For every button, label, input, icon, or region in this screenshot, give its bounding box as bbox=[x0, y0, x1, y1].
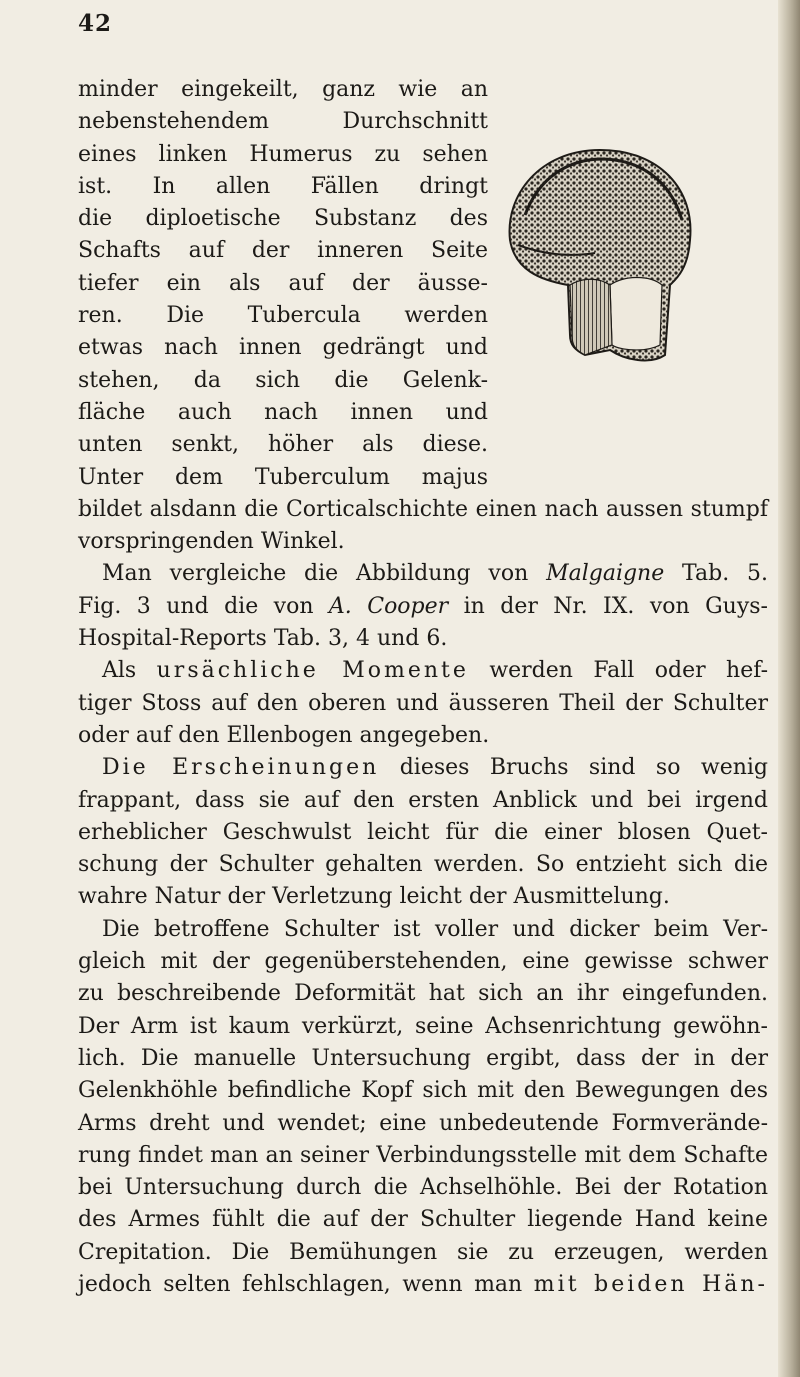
reference-line bbox=[78, 591, 768, 623]
text-line: bei Untersuchung durch die Achselhöhle. Bei der Rotation bbox=[78, 1175, 768, 1201]
text-line: die diploetische Substanz des bbox=[78, 206, 488, 232]
author-malgaigne: Malgaigne bbox=[546, 561, 665, 587]
text-line: erheblicher Geschwulst leicht für die einer blosen Quet- bbox=[78, 819, 768, 845]
reference-line bbox=[78, 558, 768, 590]
text-line: Der Arm ist kaum verkürzt, seine Achsenrichtung gewöhn- bbox=[78, 1013, 768, 1039]
text-line: vorspringenden Winkel. bbox=[78, 529, 345, 555]
text-line: des Armes fühlt die auf der Schulter liegende Hand keine bbox=[78, 1207, 768, 1233]
text-span: dieses Bruchs sind so wenig bbox=[379, 755, 768, 781]
reference-text: in der Nr. IX. von Guys- bbox=[448, 593, 768, 619]
text-line: fläche auch nach innen und bbox=[78, 399, 488, 425]
text-line: Unter dem Tuberculum majus bbox=[78, 464, 488, 490]
text-line: bildet alsdann die Corticalschichte einen nach aussen stumpf bbox=[78, 496, 768, 522]
reference-text: Tab. 5. bbox=[664, 561, 768, 587]
text-line: lich. Die manuelle Untersuchung ergibt, dass der in der bbox=[78, 1045, 768, 1071]
text-line: gleich mit der gegenüberstehenden, eine gewisse schwer bbox=[78, 949, 768, 975]
text-line: frappant, dass sie auf den ersten Anblick und bei irgend bbox=[78, 787, 768, 813]
text-span: jedoch selten fehlschlagen, wenn man bbox=[78, 1271, 534, 1297]
text-span: Als bbox=[102, 658, 157, 684]
text-line bbox=[78, 655, 768, 687]
text-line: tiger Stoss auf den oberen und äusseren Theil der Schulter bbox=[78, 690, 768, 716]
text-span: werden Fall oder hef- bbox=[468, 658, 768, 684]
text-line bbox=[78, 752, 768, 784]
author-cooper: A. Cooper bbox=[328, 593, 449, 619]
text-line: tiefer ein als auf der äusse- bbox=[78, 270, 488, 296]
text-line: ist. In allen Fällen dringt bbox=[78, 173, 488, 199]
text-line: unten senkt, höher als diese. bbox=[78, 432, 488, 458]
text-line: oder auf den Ellenbogen angegeben. bbox=[78, 722, 490, 748]
text-line: Gelenkhöhle befindliche Kopf sich mit den Bewegungen des bbox=[78, 1078, 768, 1104]
text-line: eines linken Humerus zu sehen bbox=[78, 141, 488, 167]
spaced-text: mit beiden Hän- bbox=[533, 1271, 768, 1297]
text-line: schung der Schulter gehalten werden. So entzieht sich die bbox=[78, 852, 768, 878]
spaced-heading: Die Erscheinungen bbox=[102, 755, 380, 781]
text-line: ren. Die Tubercula werden bbox=[78, 303, 488, 329]
reference-text: Man vergleiche die Abbildung von bbox=[102, 561, 547, 587]
text-line: etwas nach innen gedrängt und bbox=[78, 335, 488, 361]
reference-text: Fig. 3 und die von bbox=[78, 593, 329, 619]
text-line: Schafts auf der inneren Seite bbox=[78, 238, 488, 264]
page-number: 42 bbox=[78, 10, 113, 37]
text-line: minder eingekeilt, ganz wie an bbox=[78, 77, 488, 102]
spaced-heading: ursächliche Momente bbox=[156, 658, 469, 684]
page-text bbox=[78, 74, 768, 1301]
text-line: zu beschreibende Deformität hat sich an ihr eingefunden. bbox=[78, 981, 768, 1007]
text-line: stehen, da sich die Gelenk- bbox=[78, 367, 488, 393]
text-line: rung findet man an seiner Verbindungsstelle mit dem Schafte bbox=[78, 1142, 768, 1168]
text-line: wahre Natur der Verletzung leicht der Ausmittelung. bbox=[78, 884, 670, 910]
text-line: Die betroffene Schulter ist voller und dicker beim Ver- bbox=[102, 916, 768, 942]
reference-line: Hospital-Reports Tab. 3, 4 und 6. bbox=[78, 626, 448, 652]
text-line: Arms dreht und wendet; eine unbedeutende Formverände- bbox=[78, 1110, 768, 1136]
text-line: Crepitation. Die Bemühungen sie zu erzeugen, werden bbox=[78, 1239, 768, 1265]
text-line: nebenstehendem Durchschnitt bbox=[78, 109, 488, 135]
page-edge-shadow bbox=[778, 0, 800, 1377]
text-line bbox=[78, 1269, 768, 1301]
